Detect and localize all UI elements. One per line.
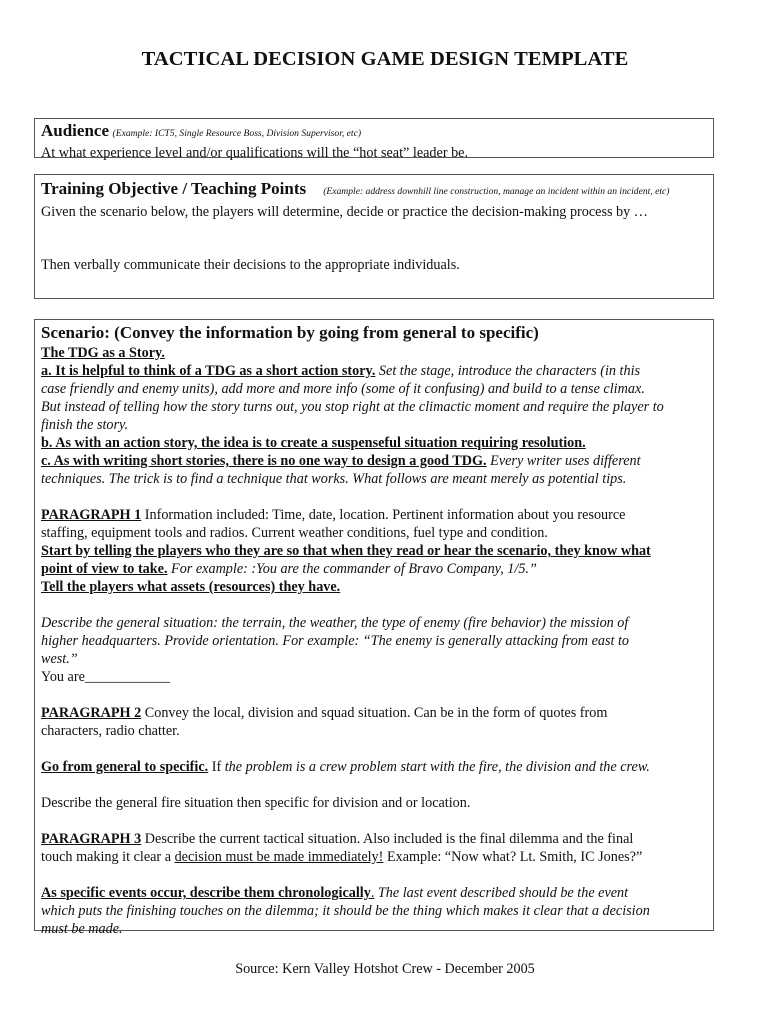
- point-a-text-4: finish the story.: [41, 417, 129, 433]
- paragraph-3-text-2a: touch making it clear a: [41, 849, 172, 865]
- paragraph-1-bold-2: point of view to take.: [41, 561, 168, 577]
- general-to-specific-heading: Go from general to specific.: [41, 759, 209, 775]
- point-a-text-3: But instead of telling how the story turns out, you stop right at the climactic moment and require the player to: [41, 399, 664, 415]
- paragraph-3-label: PARAGRAPH 3: [41, 831, 142, 847]
- document-title: TACTICAL DECISION GAME DESIGN TEMPLATE: [141, 48, 629, 70]
- objective-line-1: Given the scenario below, the players will determine, decide or practice the decision-making process by …: [41, 204, 648, 220]
- objective-heading: Training Objective / Teaching Points: [41, 179, 307, 198]
- story-heading: The TDG as a Story.: [41, 345, 165, 361]
- general-situation-3: west.”: [41, 651, 78, 667]
- point-a-text-2: case friendly and enemy units), add more and more info (some of it confusing) and build to a tense climax.: [41, 381, 645, 397]
- audience-section: [34, 118, 714, 161]
- paragraph-1-bold-1: Start by telling the players who they are so that when they read or hear the scenario, they know what: [41, 543, 651, 559]
- chronological-text: The last event described should be the event: [377, 885, 629, 901]
- audience-example: (Example: ICT5, Single Resource Boss, Division Supervisor, etc): [112, 128, 362, 139]
- general-situation-2: higher headquarters. Provide orientation. For example: “The enemy is generally attacking from east to: [41, 633, 630, 649]
- paragraph-2-text: Convey the local, division and squad situation. Can be in the form of quotes from: [144, 705, 608, 721]
- point-c-heading: c. As with writing short stories, there is no one way to design a good TDG.: [41, 453, 487, 469]
- point-a-heading: a. It is helpful to think of a TDG as a short action story.: [41, 363, 376, 379]
- objective-line-2: Then verbally communicate their decisions to the appropriate individuals.: [41, 257, 460, 273]
- point-c-text: Every writer uses different: [490, 453, 641, 469]
- objective-example: (Example: address downhill line construction, manage an incident within an incident, etc): [323, 186, 670, 197]
- general-to-specific-if: If: [211, 759, 222, 775]
- paragraph-3-decision: decision must be made immediately!: [174, 849, 384, 865]
- paragraph-3-text: Describe the current tactical situation. Also included is the final dilemma and the final: [144, 831, 634, 847]
- scenario-section: Scenario: (Convey the information by going from general to specific) The TDG as a Story. a. It is helpful to think of a TDG as a short action story. Set the stage, introduce the characters (in this case friendly and enemy units), add more and more info (some of it confusing) and build to a tense climax. But instead of telling how the story turns out, you stop right at the climactic moment and require the player to finish the story. b. As with an action story, the idea is to create a suspenseful situation requiring resolution. c. As with writing short stories, there is no one way to design a good TDG. Every writer uses different techniques. The trick is to find a technique that works. What follows are meant merely as potential tips. PARAGRAPH 1 Information included: Time, date, location. Pertinent information about you resource staffing, equipment tools and radios. Current weather conditions, fuel type and condition. Start by telling the players who they are so that when they read or hear the scenario, they know what point of view to take. For example: :You are the commander of Bravo Company, 1/5.” Tell the players what assets (resources) they have. Describe the general situation: the terrain, the weather, the type of enemy (fire behavior) the mission of higher headquarters. Provide orientation. For example: “The enemy is generally attacking from east to west.” You are____________ PARAGRAPH 2 Convey the local, division and squad situation. Can be in the form of quotes from characters, radio chatter. Go from general to specific. If the problem is a crew problem start with the fire, the division and the crew. Describe the general fire situation then specific for division and or location. PARAGRAPH 3 Describe the current tactical situation. Also included is the final dilemma and the final touch making it clear a decision must be made immediately! Example: “Now what? Lt. Smith, IC Jones?” As specific events occur, describe them chronologically. The last event described should be the event which puts the finishing touches on the dilemma; it should be the thing which makes it clear that a decision must be made.: [34, 319, 714, 931]
- scenario-heading: Scenario: (Convey the information by going from general to specific): [41, 323, 539, 342]
- chronological-text-3: must be made.: [41, 921, 123, 937]
- training-objective-section: [34, 174, 714, 299]
- paragraph-3-text-2b: Example: “Now what? Lt. Smith, IC Jones?”: [386, 849, 643, 865]
- paragraph-1-example: For example: :You are the commander of Bravo Company, 1/5.”: [171, 561, 537, 577]
- general-to-specific-text: the problem is a crew problem start with the fire, the division and the crew.: [224, 759, 650, 775]
- chronological-heading: As specific events occur, describe them chronologically: [41, 885, 371, 901]
- paragraph-1-bold-3: Tell the players what assets (resources) they have.: [41, 579, 341, 595]
- point-b-heading: b. As with an action story, the idea is to create a suspenseful situation requiring resolution.: [41, 435, 586, 451]
- audience-text: At what experience level and/or qualifications will the “hot seat” leader be.: [41, 145, 469, 161]
- you-are-blank: You are____________: [41, 669, 171, 685]
- describe-general-situation: Describe the general fire situation then specific for division and or location.: [41, 795, 471, 811]
- paragraph-1-text-2: staffing, equipment tools and radios. Current weather conditions, fuel type and condition.: [41, 525, 548, 541]
- source-footer: Source: Kern Valley Hotshot Crew - December 2005: [235, 961, 535, 977]
- point-a-text: Set the stage, introduce the characters (in this: [378, 363, 641, 379]
- paragraph-2-label: PARAGRAPH 2: [41, 705, 142, 721]
- point-c-text-2: techniques. The trick is to find a technique that works. What follows are meant merely as potential tips.: [41, 471, 627, 487]
- chronological-text-2: which puts the finishing touches on the dilemma; it should be the thing which makes it clear that a decision: [41, 903, 650, 919]
- general-situation-1: Describe the general situation: the terrain, the weather, the type of enemy (fire behavior) the mission of: [41, 615, 629, 631]
- audience-heading: Audience: [41, 121, 109, 140]
- paragraph-2-text-2: characters, radio chatter.: [41, 723, 180, 739]
- paragraph-1-label: PARAGRAPH 1: [41, 507, 142, 523]
- paragraph-1-text: Information included: Time, date, location. Pertinent information about you resource: [144, 507, 626, 523]
